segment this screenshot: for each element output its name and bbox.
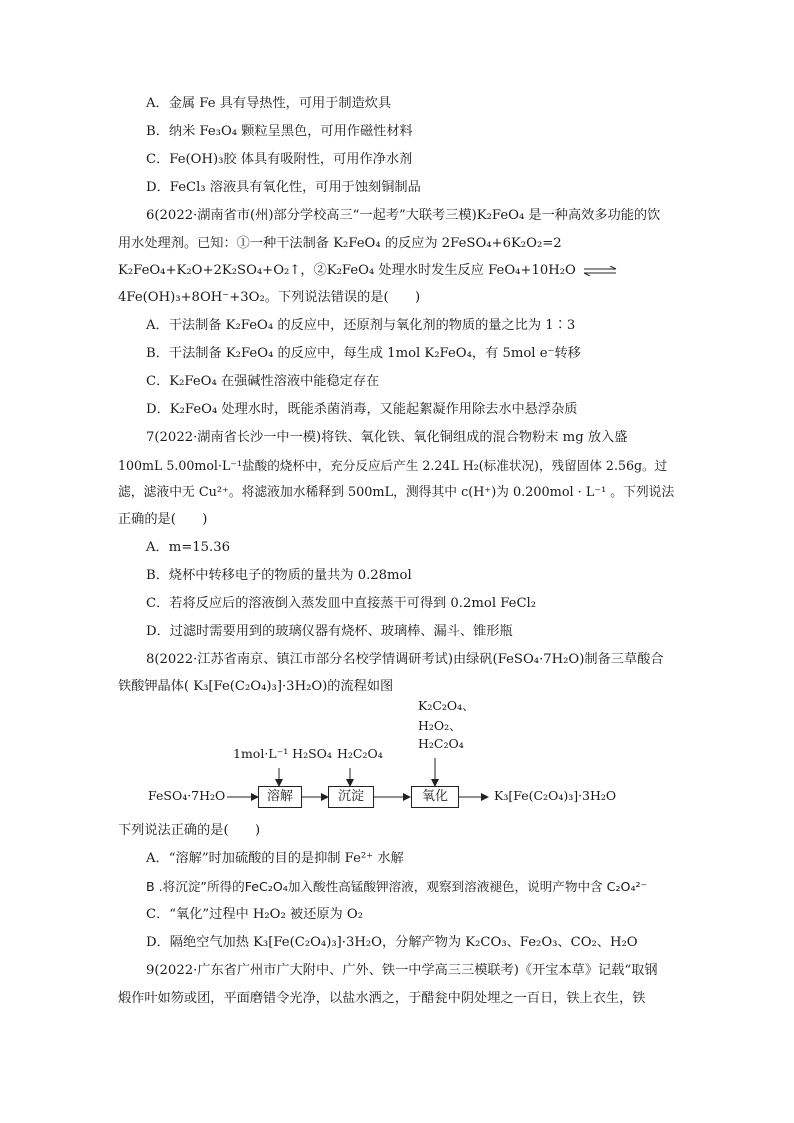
q6-option-c: C．K₂FeO₄ 在强碱性溶液中能稳定存在: [146, 374, 380, 389]
q5-option-b: B．纳米 Fe₃O₄ 颗粒呈黑色，可用作磁性材料: [146, 124, 413, 139]
q6-stem-line3-text: K₂FeO₄+K₂O+2K₂SO₄+O₂↑，②K₂FeO₄ 处理水时发生反应 FeO₄+10H₂O: [118, 263, 576, 278]
q9-stem-line2: 煅作叶如笏或团，平面磨错令光净，以盐水洒之，于醋瓮中阴处埋之一百日，铁上衣生，铁: [118, 991, 646, 1006]
q5-option-c: C．Fe(OH)₃胶 体具有吸附性，可用作净水剂: [146, 152, 413, 167]
process-flow-diagram: [118, 690, 678, 820]
flow-reagent1: 1mol·L⁻¹ H₂SO₄: [233, 746, 332, 761]
q9-stem-line1: 9(2022·广东省广州市广大附中、广外、铁一中学高三三模联考)《开宝本草》记载“取钢: [146, 963, 658, 978]
q6-stem-line3: [118, 261, 678, 281]
q8-option-c: C．“氧化”过程中 H₂O₂ 被还原为 O₂: [146, 907, 364, 922]
q7-stem-line3: 滤，滤液中无 Cu²⁺。将滤液加水稀释到 500mL，测得其中 c(H⁺)为 0.200mol · L⁻¹ 。下列说法: [118, 485, 675, 500]
q8-option-d: D．隔绝空气加热 K₃[Fe(C₂O₄)₃]·3H₂O，分解产物为 K₂CO₃、Fe₂O₃、CO₂、H₂O: [146, 935, 638, 950]
q6-stem-line4: 4Fe(OH)₃+8OH⁻+3O₂。下列说法错误的是( ): [118, 290, 421, 305]
reversible-arrow-icon: [582, 266, 618, 276]
q7-stem-line2: 100mL 5.00mol·L⁻¹盐酸的烧杯中，充分反应后产生 2.24L H₂(标准状况)，残留固体 2.56g。过: [118, 458, 668, 473]
q8-stem-line2: 铁酸钾晶体( K₃[Fe(C₂O₄)₃]·3H₂O)的流程如图: [118, 679, 394, 694]
flow-step-dissolve: 溶解: [258, 786, 302, 808]
q6-option-d: D．K₂FeO₄ 处理水时，既能杀菌消毒，又能起絮凝作用除去水中悬浮杂质: [146, 402, 578, 417]
q8-option-a: A．“溶解”时加硫酸的目的是抑制 Fe²⁺ 水解: [146, 851, 404, 866]
flow-reagent2: H₂C₂O₄: [337, 746, 383, 761]
q8-stem-line3: 下列说法正确的是( ): [118, 823, 261, 838]
q8-option-b: B .将沉淀”所得的FeC₂O₄加入酸性高锰酸钾溶液，观察到溶液褪色，说明产物中含 C₂O₄²⁻: [146, 879, 648, 894]
flow-reagent3-line1: K₂C₂O₄、: [418, 698, 475, 713]
q7-stem-line1: 7(2022·湖南省长沙一中一模)将铁、氧化铁、氧化铜组成的混合物粉末 mg 放入盛: [146, 430, 628, 445]
q5-option-d: D．FeCl₃ 溶液具有氧化性，可用于蚀刻铜制品: [146, 180, 421, 195]
q7-option-d: D．过滤时需要用到的玻璃仪器有烧杯、玻璃棒、漏斗、锥形瓶: [146, 624, 513, 639]
q7-stem-line4: 正确的是( ): [118, 512, 208, 527]
q7-option-c: C．若将反应后的溶液倒入蒸发皿中直接蒸干可得到 0.2mol FeCl₂: [146, 596, 537, 611]
q6-option-a: A．干法制备 K₂FeO₄ 的反应中，还原剂与氧化剂的物质的量之比为 1∶3: [146, 318, 576, 333]
q6-stem-line2: 用水处理剂。已知：①一种干法制备 K₂FeO₄ 的反应为 2FeSO₄+6K₂O₂=2: [118, 236, 562, 251]
flow-reagent3-line3: H₂C₂O₄: [418, 736, 464, 751]
flow-step-oxidize: 氧化: [411, 786, 459, 808]
q8-stem-line1: 8(2022·江苏省南京、镇江市部分名校学情调研考试)由绿矾(FeSO₄·7H₂O)制备三草酸合: [146, 652, 664, 667]
flow-reagent3-line2: H₂O₂、: [418, 718, 462, 733]
q5-option-a: A．金属 Fe 具有导热性，可用于制造炊具: [146, 96, 392, 111]
q6-option-b: B．干法制备 K₂FeO₄ 的反应中，每生成 1mol K₂FeO₄，有 5mol e⁻转移: [146, 346, 581, 361]
flow-step-precipitate: 沉淀: [328, 786, 374, 808]
flow-end-product: K₃[Fe(C₂O₄)₃]·3H₂O: [494, 788, 617, 803]
q7-option-a: A．m=15.36: [146, 540, 231, 555]
q7-option-b: B．烧杯中转移电子的物质的量共为 0.28mol: [146, 568, 412, 583]
q6-stem-line1: 6(2022·湖南省市(州)部分学校高三“一起考”大联考三模)K₂FeO₄ 是一种高效多功能的饮: [146, 208, 661, 223]
flow-start-material: FeSO₄·7H₂O: [148, 788, 226, 803]
